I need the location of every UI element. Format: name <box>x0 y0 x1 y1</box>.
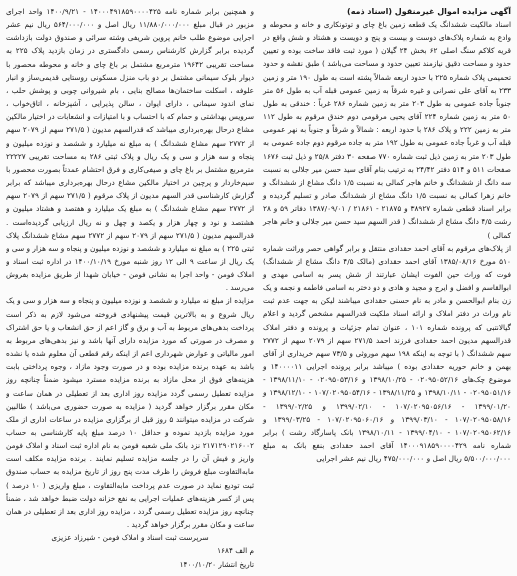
ad-paragraph-appraisal: و همچنین برابر شماره نامه ۱۴۰۰۰۴۹۱۸۵۹۰۰۰۰۴۲۵ - ۱۴۰۰/۹/۲۱ واحد اجرای مزبور در قبال مبلغ ۱۱/۸۸۰/۰۰۰/۰۰۰ ریال اصل و ۵۶۴/۰۰۰/۰۰۰ ریال نیم عشر اجرایی موضوع طلب خانم پروین شریفی وشته سرائی و صندوق دولت بازداشت گردیده برابر گزارش کارشناس رسمی دادگستری در زمان بازدید پلاک ۲۲۵ به مساحت تقریبی ۱۹۶۴۲ مترمربع مشتمل بر باغ چای و خانه و محوطه محصور با دیوار بلوک سیمانی مشتمل بر دو باب منزل مسکونی روستایی قدیمی‌ساز و انبار علوفه ، اسکلت ساختمان‌ها مصالح بنایی ، بام شیروانی چوبی و پوشش حلب ، نمای اندود سیمانی ، دارای ایوان ، سالن پذیرایی ، آشپزخانه ، اتاق‌خواب ، سرویس بهداشتی و حمام که با احتساب و با امتیازات و انشعابات در اختیار مالکین مشاع درحال بهره‌برداری میباشد که قدرالسهم مدیون ( ۲۷۱/۵ سهم از ۲۰۷۹ سهم از ۲۷۷۲ سهم مشاع ششدانگ ) به مبلغ نه میلیارد و ششصد و نوزده میلیون و پنجاه و سه هزار و سی و یک ریال و پلاک ثبتی ۲۸۶ به مساحت تقریبی ۲۲۲۲۷ مترمربع مشتمل بر باغ چای و صیفی‌کاری و فرق احتشام عمدتاً بصورت محصور با سیم‌خاردار و پرچین در اختیار مالکین مشاع درحال بهره‌برداری میباشد که برابر گزارش کارشناسی قدر السهم مدیون از پلاک مرقوم ( ۲۷۱/۵ سهم از ۲۰۷۹ سهم از ۲۷۷۲ سهم مشاع ششدانگ ) به مبلغ یک میلیارد و هفتصد و هشتاد میلیون و هشتصد و نود و چهار هزار و یکصد و چهل و نه ریال ارزیابی گردیده‌است . قدرالسهم مدیون ( ۲۷۱/۵ سهم از ۲۰۷۹ سهم از ۲۷۷۲ سهم مشاع ششدانگ پلاک ثبتی ۲۲۵ ) به مبلغ نه میلیارد و ششصد و نوزده میلیون و پنجاه و سه هزار و سی و یک ریال از ساعت ۹ الی ۱۲ روز شنبه مورخ ۱۴۰۰/۱۰/۱۹ در اداره ثبت اسناد و املاک فومن - واحد اجرا به نشانی فومن - خیابان شهدا از طریق مزایده بفروش می‌رسد . <box>6 7 255 293</box>
ad-column-right <box>261 5 511 572</box>
ad-signature-official: سرپرست ثبت اسناد و املاک فومن - شیرزاد عزیزی <box>51 533 209 543</box>
ad-publish-date: تاریخ انتشار ۱۴۰۰/۱۰/۲۰ <box>179 559 254 569</box>
ad-column-left <box>6 5 256 572</box>
ad-paragraph-property-description: اسناد مالکیت ششدانگ یک قطعه زمین باغ چای و توتونکاری و خانه و محوطه و وادع به شماره پلاک‌های دوست و بیست و پنج و دویست و هشتاد و شش واقع در قریه کلاکم سنگ اصلی ۶۲ بخش ۲۴ گیلان ( مورد ثبت فاقد ساخت بوده و تعیین حدود و مساحت دقیق نیازمند تعیین حدود و مساحت می‌باشد ) طبق نقشه و حدود تحمیمی پلاک شماره ۲۲۵ با حدود اربعه شمالاً پشته است به طول ۱۹۰ متر و زمین ۲۳۳ به آقای علی نصرانی و غیره شرقاً به زمین عمومی قبله آب به طول ۵۶ متر جنوباً جاده عمومی به طول ۲۰۳ متر به زمین شماره ۲۸۶ غرباً : خندقی به طول ۵۰ متر به زمین شماره ۲۲۴ آقای یحیی مرقومی دوم خندق مرقوم به طول ۱۱۲ متر به زمین ۲۲۲ و پلاک ۲۸۶ با حدود اربعه : شمالاً و شرقاً و جنوباً به نهر عمومی قبله آب و غرباً جاده عمومی به طول ۱۹۲ متر به جاده مرقوم دوم جاده عمومی به طول ۲۰۳ متر به زمین ذیل ثبت شماره ۷۷۰ صفحه ۳۰ دفتر ۲۵/۸ و ذیل ثبت ۱۶۷۶ صفحات ۵۱۱ و ۵۱۴ دفتر ۲۴/۴۲ به ترتیب بنام آقای سید حسن میر جلالی به نسبت سه دانگ از ششدانگ و خانم هاجر کمالی به نسبت ۱/۵ دانگ مشاع از ششدانگ و خانم زهرا کمالی به نسبت ۱/۵ دانگ مشاع از ششدانگ صادر و تسلیم گردیده و برابر اسناد قطعی شماره ۳۸۹۲۷ و ۲۱۸۷۵ - ۲۱۸۶۱ / ۱۳۸۷/۰۹/۰۱ دفاتر ۵۹ و ۲۸ رشت ۴/۵ دانگ مشاع از ششدانگ ( قدر السهم سید حسن میر جلالی و خانم هاجر کمالی ) <box>263 20 511 240</box>
ad-paragraph-auction-terms: مزایده از مبلغ نه میلیارد و ششصد و نوزده میلیون و پنجاه و سه هزار و سی و یک ریال شروع و به بالاترین قیمت پیشنهادی فروخته می‌شود لازم به ذکر است پرداخت بدهی‌های مربوط به آب و برق و گاز اعم از حق انشعاب و یا حق اشتراک و مصرف در صورتی که مورد مزایده دارای آنها باشد و نیز بدهی‌های مربوط به امور مالیاتی و عوارض شهرداری اعم از اینکه رقم قطعی آن معلوم شده یا نشده باشد به عهده برنده مزایده بوده و در صورت وجود مازاد ، وجوه پرداختی بابت هزینه‌های فوق از محل مازاد به برنده مزایده مسترد میشود ضمناً چنانچه روز مزایده تعطیل رسمی گردد مزایده روز اداری بعد از تعطیلی در همان ساعت و مکان مقرر برگزار خواهد گردید ( مزایده به صورت حضوری می‌باشد ) طالبین شرکت در مزایده میتوانند ۵ روز قبل از برگزاری مزایده در ساعات اداری از ملک مورد مزایده بازدید نموده و حداقل ۱۰ درصد مبلغ پایه کارشناسی به حساب ۲۱۷۱۲۹۰۲۱۶۰۰۲ نزد بانک ملی شعبه فومن به نام اداره ثبت اسناد و املاک فومن واریز و فیش آن را در جلسه مزایده تسلیم نمایند . برنده مزایده مکلف است مابه‌التفاوت مبلغ فروش را ظرف مدت پنج روز از تاریخ مزایده به حساب صندوق ثبت تودیع نماید در صورت عدم پرداخت مابه‌التفاوت ، مبلغ واریزی ( ۱۰ درصد ) پس از کسر هزینه‌های عملیات اجرایی به نفع خزانه دولت ضبط خواهد شد ، ضمناً چنانچه روز مزایده تعطیل رسمی گردد ، مزایده روز اداری بعد از تعطیلی در همان ساعت و مکان مقرر برگزار خواهد گردید . <box>6 296 254 530</box>
ad-reference-number: م الف ۱۶۸۴ <box>217 546 254 556</box>
ad-title: آگهی مزایده اموال غیرمنقول (اسناد ذمه) <box>347 7 511 16</box>
ad-paragraph-ownership-debt: از پلاک‌های مرقوم به آقای احمد حقدادی منتقل و برابر گواهی حصر وراثت شماره ۵۱۰ مورخ ۱۳۸۵/۰۸/۱۶ آقای احمد حقدادی (مالک ۴/۵ دانگ مشاع از ششدانگ) فوت که وراث حین الفوت ایشان عبارتند از شش پسر به اسامی مهدی و ابوالقاسم و افضل و ایرج و مجید و هادی و دو دختر به اسامی فاطمه و نجمه و یک زن بنام ابوالحسن و مادر به نام حسنی حقدادی میباشند لیکن به جهت عدم ثبت نام وراث در دفتر املاک و ارائه اسناد ملکیت قدرالسهم مشخص گردید و اعلام گیالانتبی که پرونده شماره ۱۰۱ ، عنوان تمام جزئیات و پرونده و دفتر املاک قدرالسهم مدیون احمد حقدادی فرزند احمد ۲۷۱/۵ سهم از ۲۰۷۹ سهم از ۲۷۷۲ سهم ششدانگ ( با توجه به اینکه ۱۹۸ سهم موروثی و ۷۳/۵ سهم خریداری از آقای بهمن و خانم حوریه حقدادی بوده ) میباشد برابر پرونده اجرایی ۱۴۰۰۰۰۱۱ و موضوع چک‌های ۰۲۰۹۵۰۵۲/۱۶ - ۱۳۹۸/۱۰/۲۵ و ۰۲۰۹۵۰۵۳/۱۶ - ۱۳۹۸/۱۱/۱۰ - ۰۲۰۹۵۰۵۱/۱۶ - ۱۳۹۸/۱۰/۱۱ و ۱۳۹۸/۱۱/۲۵ - ۱۰۷/۰۲۰۹۵۰۵۴/۱۶ - ۱۳۹۸/۱۲/۱۰ و ۱۳۹۹/۰۱/۲۰ - ۱۰۷/۰۲۰۹۵۰۵۶/۱۶ - ۱۳۹۹/۰۲/۱۰ و ۱۳۹۹/۰۲/۲۵ - ۱۰۷/۰۲۰۹۵۰۵۸/۱۶ - ۱۳۹۹/۰۳/۱۰ و ۱۰۷/۰۲۰۹۵۰۶۰/۱۶ - ۱۳۹۹/۰۳/۲۵ و ۱۰۷/۰۲۰۹۵۰۶۲/۱۶ - ۱۳۹۹/۰۴/۱۰ - ۱۳۹۸/۱۰/۱۱ بانک پاسارگاد رشت ) برابر شماره نامه ۱۴۰۰۰۹۱۸۵۹۰۰۰۰۴۲۹ آقای احمد حقدادی بنفع بانک به مبلغ ۵/۵۰۰/۰۰۰/۰۰۰ ریال اصل و ۴۷۵/۰۰۰/۰۰۰ ریال نیم عشر اجرایی <box>263 243 511 464</box>
ad-columns <box>6 5 511 572</box>
